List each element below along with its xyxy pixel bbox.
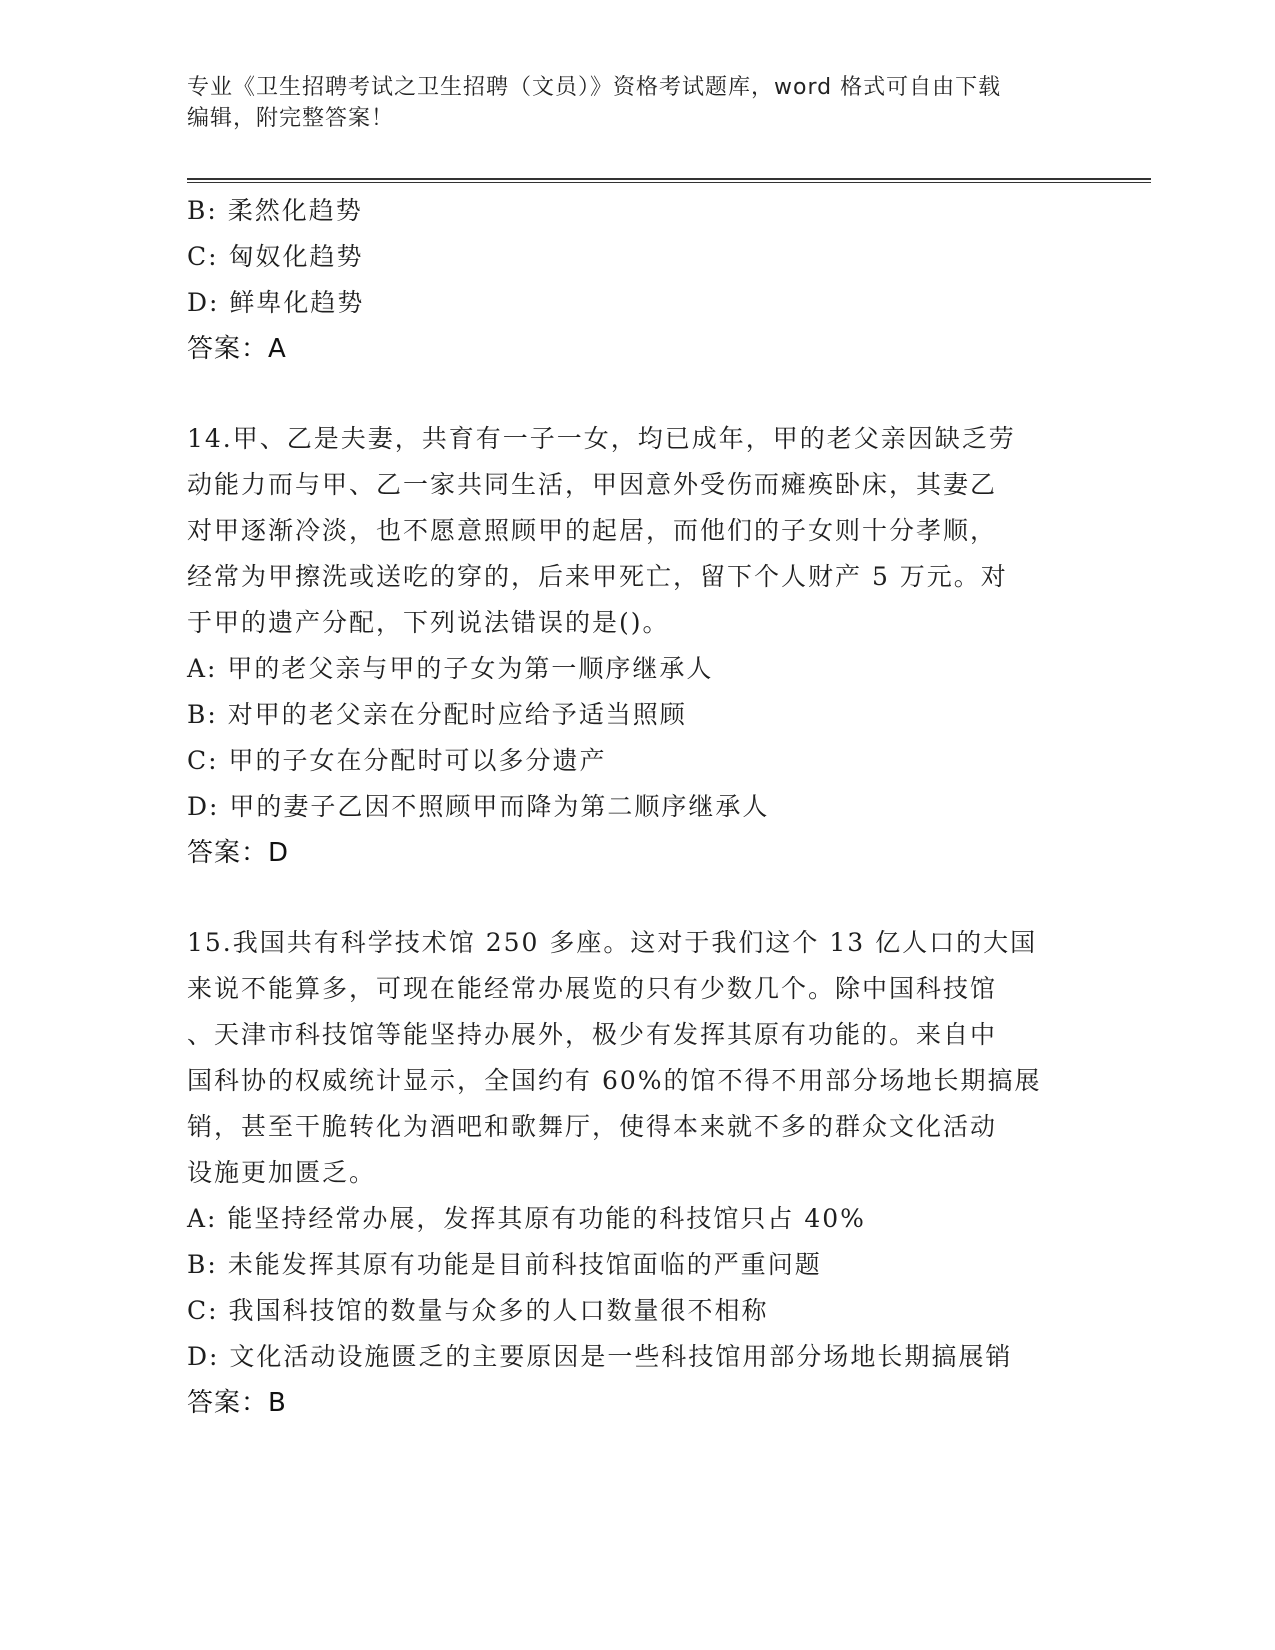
spacer: [187, 876, 1087, 920]
question-stem-line: 于甲的遗产分配，下列说法错误的是()。: [187, 608, 670, 637]
option-b: B: 对甲的老父亲在分配时应给予适当照顾: [187, 700, 687, 729]
header-line-1: 专业《卫生招聘考试之卫生招聘（文员）》资格考试题库，word 格式可自由下载: [187, 75, 1002, 100]
question-stem-line: 销，甚至干脆转化为酒吧和歌舞厅，使得本来就不多的群众文化活动: [187, 1112, 998, 1141]
option-b: B: 未能发挥其原有功能是目前科技馆面临的严重问题: [187, 1250, 822, 1279]
header-line-2: 编辑，附完整答案！: [187, 106, 395, 131]
option-d: D: 文化活动设施匮乏的主要原因是一些科技馆用部分场地长期搞展销: [187, 1342, 1013, 1371]
option-d: D: 鲜卑化趋势: [187, 288, 365, 317]
question-stem-line: 国科协的权威统计显示，全国约有 60%的馆不得不用部分场地长期搞展: [187, 1066, 1042, 1095]
question-stem-line: 、天津市科技馆等能坚持办展外，极少有发挥其原有功能的。来自中: [187, 1020, 998, 1049]
option-c: C: 匈奴化趋势: [187, 242, 364, 271]
option-c: C: 甲的子女在分配时可以多分遗产: [187, 746, 607, 775]
option-b: B: 柔然化趋势: [187, 196, 363, 225]
option-a: A: 能坚持经常办展，发挥其原有功能的科技馆只占 40%: [187, 1204, 866, 1233]
option-c: C: 我国科技馆的数量与众多的人口数量很不相称: [187, 1296, 769, 1325]
document-header: [187, 72, 1087, 134]
question-stem-line: 对甲逐渐冷淡，也不愿意照顾甲的起居，而他们的子女则十分孝顺，: [187, 516, 998, 545]
question-stem-line: 经常为甲擦洗或送吃的穿的，后来甲死亡，留下个人财产 5 万元。对: [187, 562, 1008, 591]
question-stem-line: 来说不能算多，可现在能经常办展览的只有少数几个。除中国科技馆: [187, 974, 998, 1003]
question-stem-line: 设施更加匮乏。: [187, 1158, 377, 1187]
question-14-block: [187, 416, 1087, 876]
question-stem-line: 15.我国共有科学技术馆 250 多座。这对于我们这个 13 亿人口的大国: [187, 928, 1038, 957]
header-divider-thick: [187, 178, 1151, 180]
header-divider-thin: [187, 182, 1151, 183]
question-stem-line: 动能力而与甲、乙一家共同生活，甲因意外受伤而瘫痪卧床，其妻乙: [187, 470, 998, 499]
spacer: [187, 372, 1087, 416]
option-a: A: 甲的老父亲与甲的子女为第一顺序继承人: [187, 654, 714, 683]
question-content: [187, 188, 1087, 1426]
answer-line: 答案：B: [187, 1388, 287, 1418]
question-15-block: [187, 920, 1087, 1426]
answer-line: 答案：A: [187, 334, 287, 364]
answer-line: 答案：D: [187, 838, 290, 868]
question-stem-line: 14.甲、乙是夫妻，共育有一子一女，均已成年，甲的老父亲因缺乏劳: [187, 424, 1016, 453]
prev-question-block: [187, 188, 1087, 372]
option-d: D: 甲的妻子乙因不照顾甲而降为第二顺序继承人: [187, 792, 770, 821]
